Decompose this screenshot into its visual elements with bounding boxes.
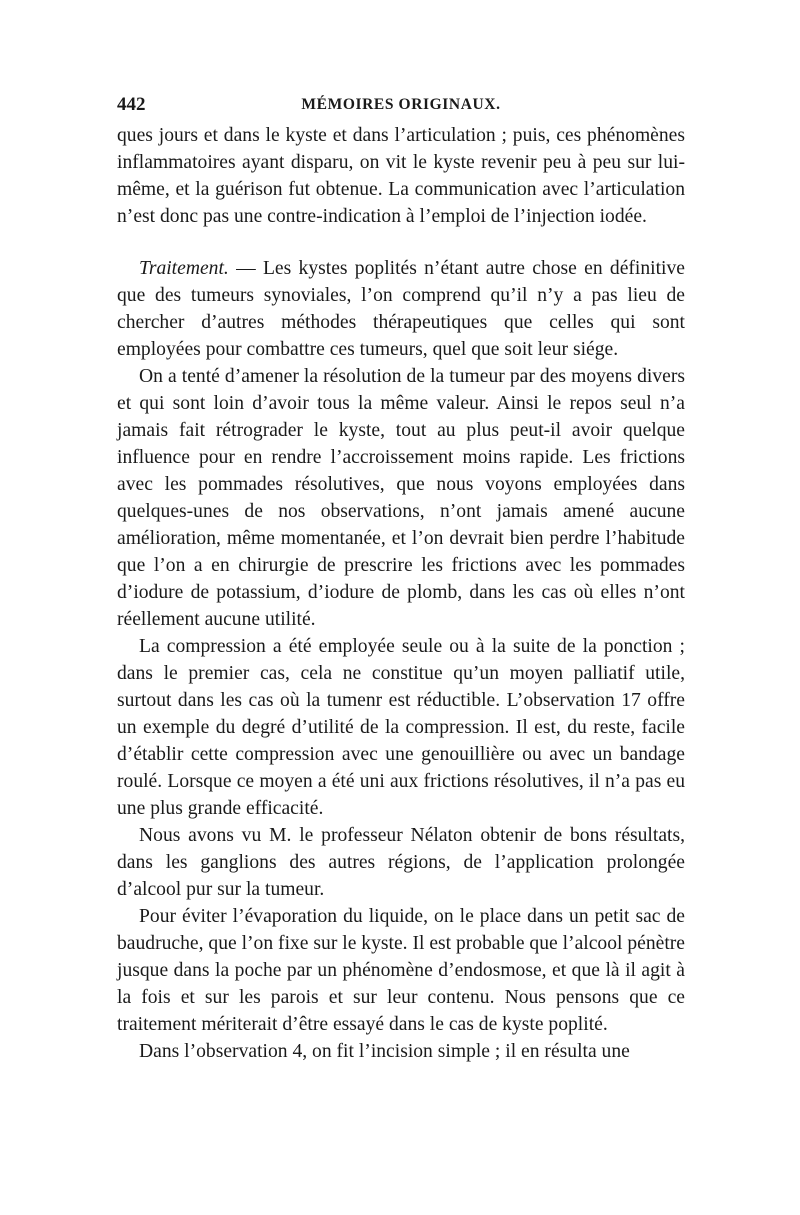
paragraph: On a tenté d’amener la résolution de la tumeur par des moyens divers et qui sont loin d’avoir tous la même valeur. Ainsi le repos seul n’a jamais fait rétrograder le kyste, tout au plus peut-il avoir quelque influence pour en rendre l’accroissement moins rapide. Les frictions avec les pommades résolutives, que nous voyons employées dans quelques-unes de nos observations, n’ont jamais amené aucune amélioration, même momentanée, et l’on devrait bien perdre l’habitude que l’on a en chirurgie de prescrire les frictions avec les pommades d’iodure de potassium, d’iodure de plomb, dans les cas où elles n’ont réellement aucune utilité. [117,366,685,630]
paragraph: Dans l’observation 4, on fit l’incision simple ; il en résulta une [139,1041,630,1062]
paragraph: Nous avons vu M. le professeur Nélaton obtenir de bons résultats, dans les ganglions des autres régions, de l’application prolongée d’alcool pur sur la tumeur. [117,825,685,900]
book-page [117,94,685,1065]
paragraph: ques jours et dans le kyste et dans l’articulation ; puis, ces phénomènes inflammatoires ayant disparu, on vit le kyste revenir peu à peu sur lui-même, et la guérison fut obtenue. La communication avec l’articulation n’est donc pas une contre-indication à l’emploi de l’injection iodée. [117,125,685,227]
paragraph: Pour éviter l’évaporation du liquide, on le place dans un petit sac de baudruche, que l’on fixe sur le kyste. Il est probable que l’alcool pénètre jusque dans la poche par un phénomène d’endosmose, et que là il agit à la fois et sur les parois et sur leur contenu. Nous pensons que ce traitement mériterait d’être essayé dans le cas de kyste poplité. [117,906,686,1035]
section-label: Traitement. [139,258,229,279]
running-header [117,94,685,122]
paragraph-treatment [117,255,685,363]
page-number: 442 [117,94,146,115]
running-title: MÉMOIRES ORIGINAUX. [301,96,501,113]
body-text [117,122,685,1065]
paragraph: La compression a été employée seule ou à la suite de la ponction ; dans le premier cas, cela ne constitue qu’un moyen palliatif utile, surtout dans les cas où la tumenr est réductible. L’observation 17 offre un exemple du degré d’utilité de la compression. Il est, du reste, facile d’établir cette compression avec une genouillière ou avec un bandage roulé. Lorsque ce moyen a été uni aux frictions résolutives, il n’a pas eu une plus grande efficacité. [117,636,685,819]
paragraph-text: — Les kystes poplités n’étant autre chose en définitive que des tumeurs synoviales, l’on comprend qu’il n’y a pas lieu de chercher d’autres méthodes thérapeutiques que celles qui sont employées pour combattre ces tumeurs, quel que soit leur siége. [117,258,685,360]
